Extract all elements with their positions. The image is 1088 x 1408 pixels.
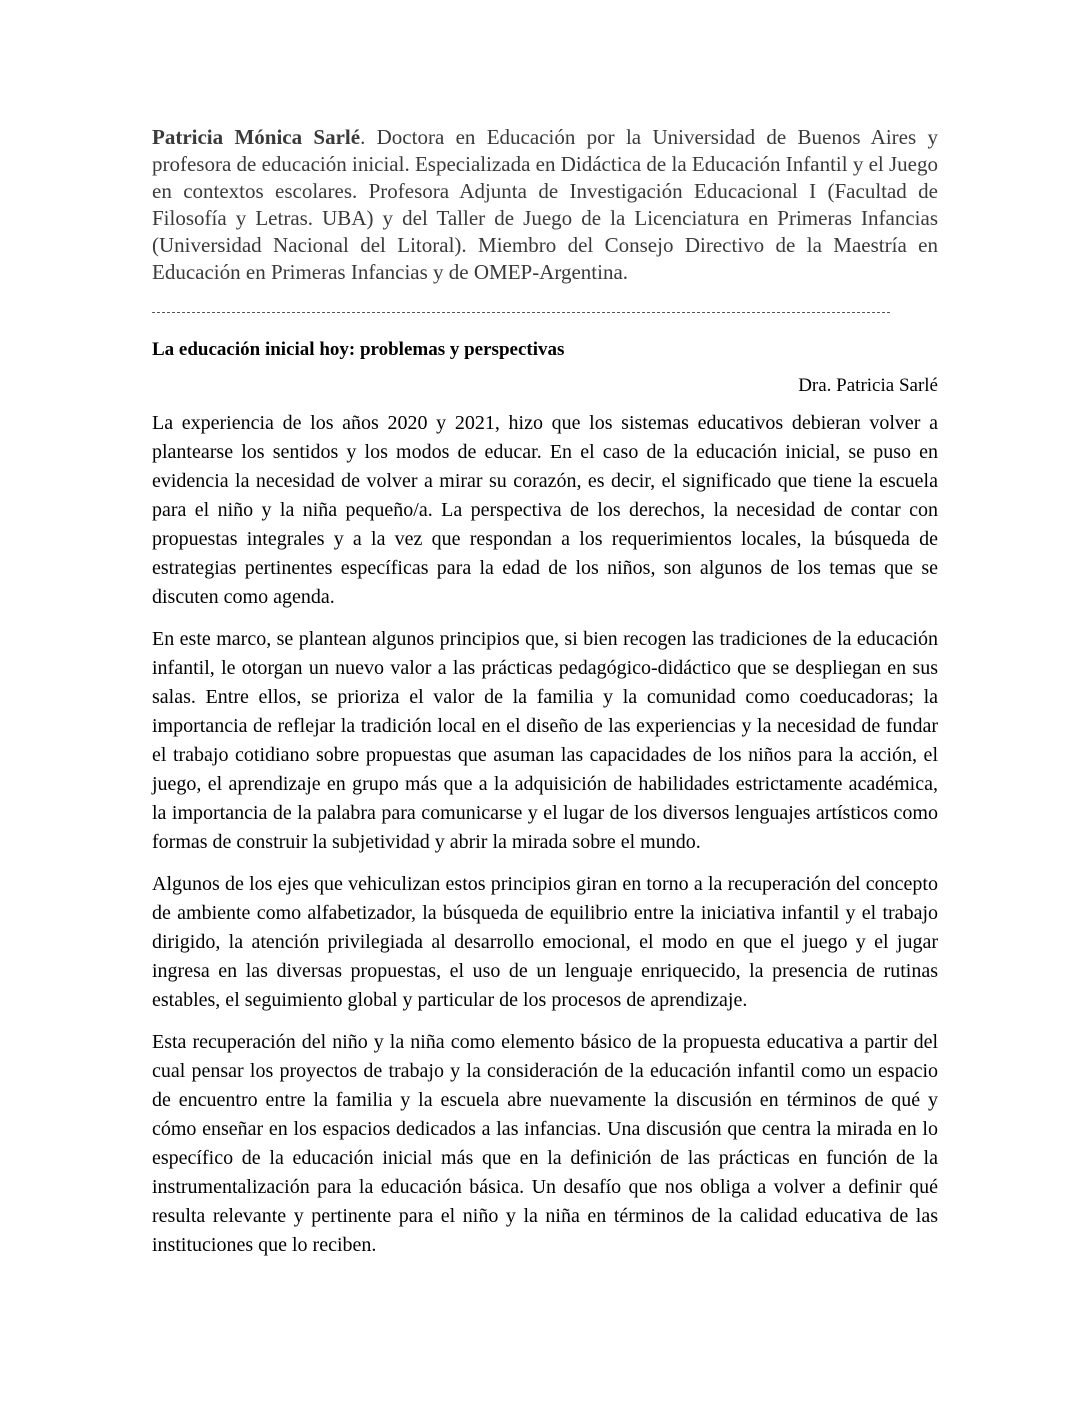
document-page — [152, 124, 938, 1260]
dashed-separator — [152, 298, 890, 313]
bio-text: . Doctora en Educación por la Universidad de Buenos Aires y profesora de educación inicial. Especializada en Didáctica de la Educación Infantil y el Juego en contextos escolares. Profesora Adjunta de Investigación Educacional I (Facultad de Filosofía y Letras. UBA) y del Taller de Juego de la Licenciatura en Primeras Infancias (Universidad Nacional del Litoral). Miembro del Consejo Directivo de la Maestría en Educación en Primeras Infancias y de OMEP-Argentina. — [152, 125, 938, 284]
bio-author-name: Patricia Mónica Sarlé — [152, 125, 361, 149]
paragraph-3: Algunos de los ejes que vehiculizan estos principios giran en torno a la recuperación del concepto de ambiente como alfabetizador, la búsqueda de equilibrio entre la iniciativa infantil y el trabajo dirigido, la atención privilegiada al desarrollo emocional, el modo en que el juego y el jugar ingresa en las diversas propuestas, el uso de un lenguaje enriquecido, la presencia de rutinas estables, el seguimiento global y particular de los procesos de aprendizaje. — [152, 873, 938, 1011]
paragraph-2: En este marco, se plantean algunos principios que, si bien recogen las tradiciones de la educación infantil, le otorgan un nuevo valor a las prácticas pedagógico-didáctico que se despliegan en sus salas. Entre ellos, se prioriza el valor de la familia y la comunidad como coeducadoras; la importancia de reflejar la tradición local en el diseño de las experiencias y la necesidad de fundar el trabajo cotidiano sobre propuestas que asuman las capacidades de los niños para la acción, el juego, el aprendizaje en grupo más que a la adquisición de habilidades estrictamente académica, la importancia de la palabra para comunicarse y el lugar de los diversos lenguajes artísticos como formas de construir la subjetividad y abrir la mirada sobre el mundo. — [152, 628, 938, 853]
article-title: La educación inicial hoy: problemas y perspectivas — [152, 339, 565, 360]
paragraph-1: La experiencia de los años 2020 y 2021, hizo que los sistemas educativos debieran volver a plantearse los sentidos y los modos de educar. En el caso de la educación inicial, se puso en evidencia la necesidad de volver a mirar su corazón, es decir, el significado que tiene la escuela para el niño y la niña pequeño/a. La perspectiva de los derechos, la necesidad de contar con propuestas integrales y a la vez que respondan a los requerimientos locales, la búsqueda de estrategias pertinentes específicas para la edad de los niños, son algunos de los temas que se discuten como agenda. — [152, 412, 938, 608]
author-bio — [152, 124, 938, 286]
paragraph-4: Esta recuperación del niño y la niña como elemento básico de la propuesta educativa a partir del cual pensar los proyectos de trabajo y la consideración de la educación infantil como un espacio de encuentro entre la familia y la escuela abre nuevamente la discusión en términos de qué y cómo enseñar en los espacios dedicados a las infancias. Una discusión que centra la mirada en lo específico de la educación inicial más que en la definición de las prácticas en función de la instrumentalización para la educación básica. Un desafío que nos obliga a volver a definir qué resulta relevante y pertinente para el niño y la niña en términos de la calidad educativa de las instituciones que lo reciben. — [152, 1031, 938, 1256]
article-author: Dra. Patricia Sarlé — [798, 375, 938, 396]
